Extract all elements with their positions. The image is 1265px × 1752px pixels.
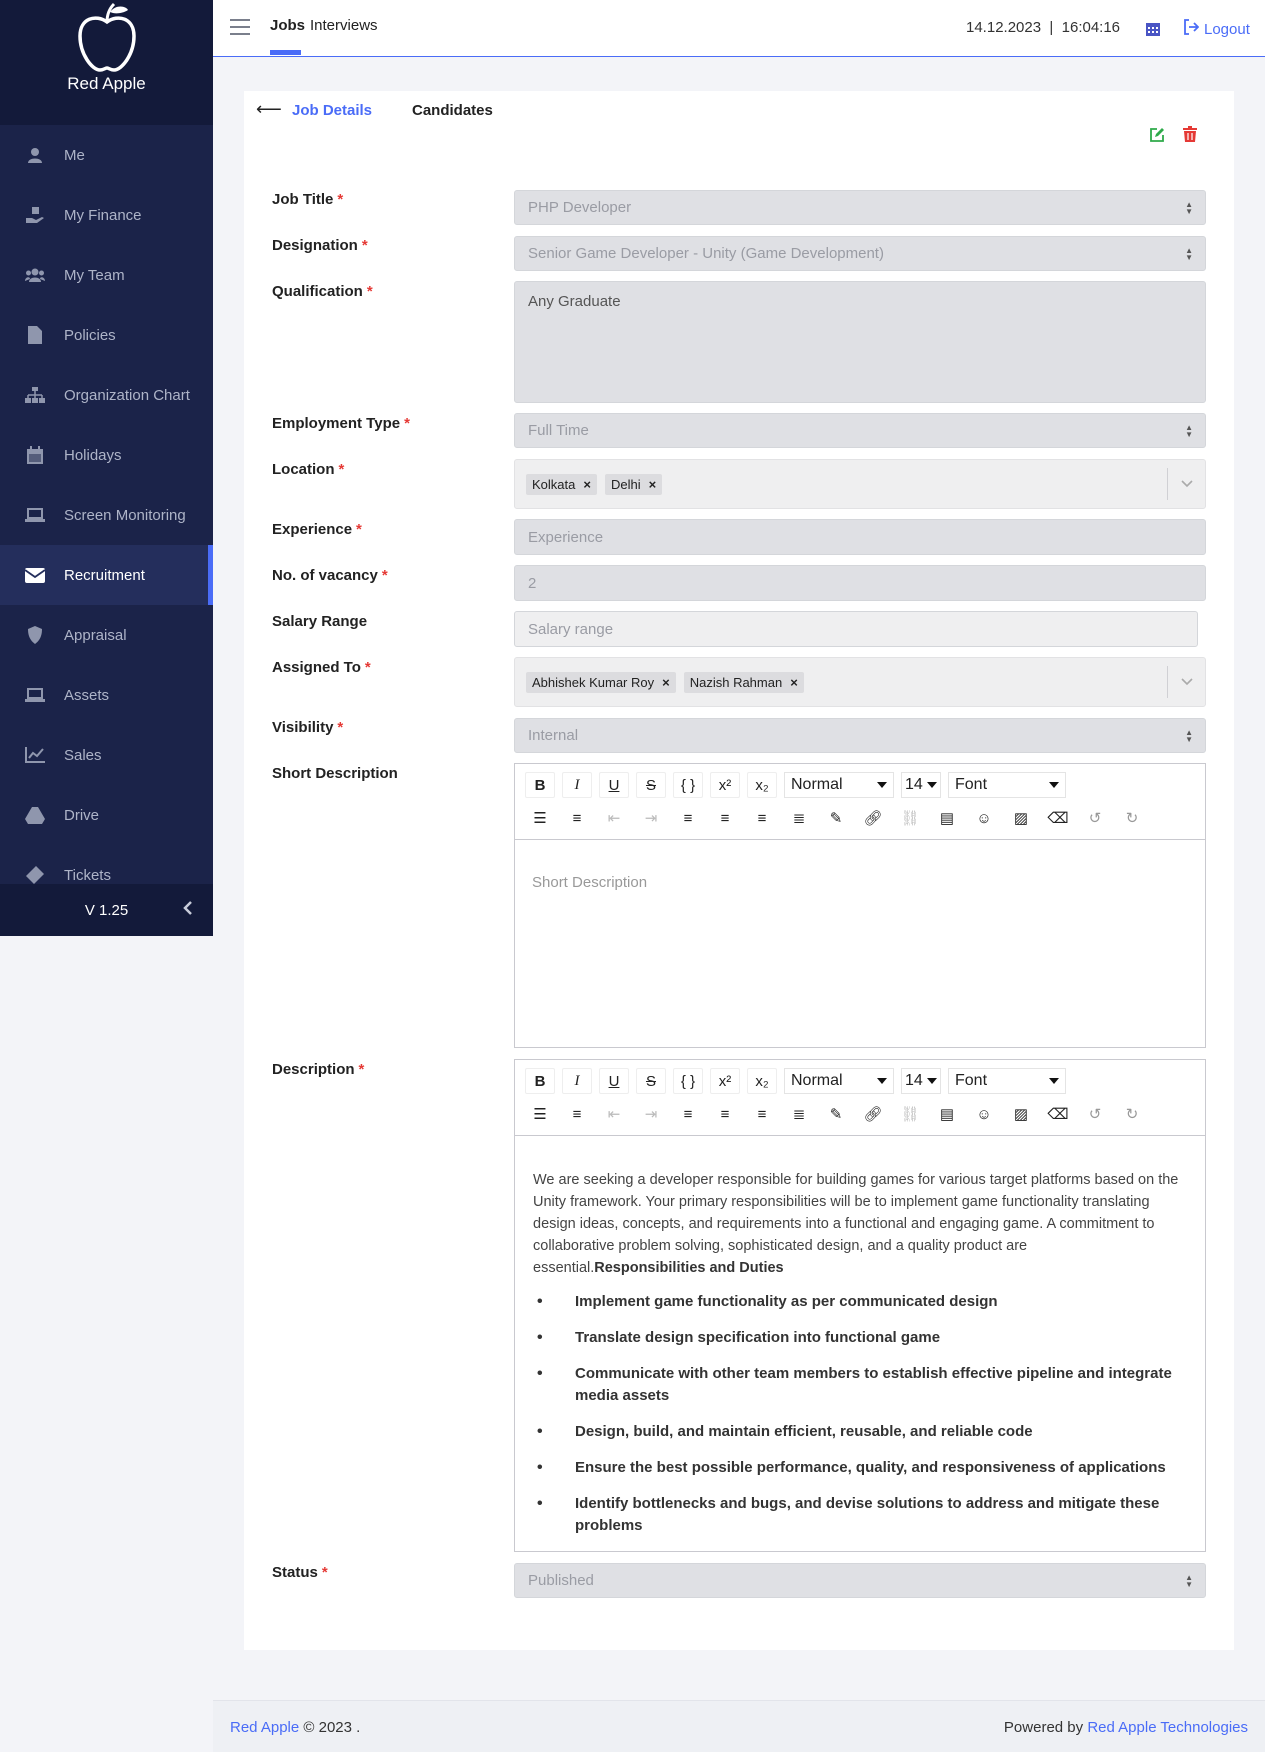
- sidebar-item-sales[interactable]: [0, 725, 213, 785]
- vacancy-label: [272, 567, 388, 584]
- font-family-select[interactable]: [948, 772, 1066, 798]
- label-text: Qualification: [272, 283, 363, 300]
- editor-content[interactable]: [515, 840, 1205, 1047]
- indent-icon[interactable]: ⇥: [636, 1101, 666, 1127]
- envelope-icon: [24, 564, 46, 586]
- calendar-icon: [24, 444, 46, 466]
- tag-label: Nazish Rahman: [689, 674, 783, 690]
- select-value: 14: [905, 1072, 923, 1089]
- caret-down-icon: [877, 1078, 887, 1084]
- sidebar-item-screen-monitoring[interactable]: [0, 485, 213, 545]
- version-label: V 1.25: [84, 901, 129, 919]
- indent-icon[interactable]: ⇥: [636, 805, 666, 831]
- required-marker: *: [337, 191, 344, 208]
- brush-icon[interactable]: ✎: [821, 805, 851, 831]
- logo-text: Red Apple: [67, 74, 146, 93]
- align-left-icon[interactable]: ≡: [673, 1101, 703, 1127]
- eraser-icon[interactable]: ⌫: [1043, 1101, 1073, 1127]
- remove-tag-icon[interactable]: ×: [648, 476, 657, 492]
- job-title-value: PHP Developer: [528, 199, 632, 216]
- vacancy-value: 2: [528, 574, 537, 592]
- employment-type-select[interactable]: [514, 413, 1206, 448]
- list-item: • Communicate with other team members to establish effective pipeline and integrate media assets: [575, 1363, 1205, 1407]
- powered-by-link[interactable]: Red Apple Technologies: [1087, 1719, 1248, 1736]
- label-text: Job Title: [272, 191, 334, 208]
- description-editor[interactable]: [514, 1059, 1206, 1552]
- select-value: Font: [955, 776, 988, 793]
- designation-value: Senior Game Developer - Unity (Game Development): [528, 245, 884, 262]
- superscript-icon[interactable]: x²: [710, 772, 740, 798]
- sidebar-item-my-finance[interactable]: [0, 185, 213, 245]
- sidebar-item-label: My Finance: [64, 206, 142, 224]
- location-tag[interactable]: [605, 474, 662, 495]
- link-icon[interactable]: 🔗︎: [858, 805, 888, 831]
- location-label: [272, 461, 344, 478]
- sidebar-item-label: Drive: [64, 806, 100, 824]
- visibility-value: Internal: [528, 727, 579, 744]
- required-marker: *: [321, 1564, 328, 1581]
- designation-label: [272, 237, 368, 254]
- label-text: No. of vacancy: [272, 567, 378, 584]
- shield-icon: [24, 624, 46, 646]
- sitemap-icon: [24, 384, 46, 406]
- footer-copyright: [230, 1719, 360, 1736]
- description-label: [272, 1061, 364, 1078]
- ticket-icon: [24, 864, 46, 886]
- remove-tag-icon[interactable]: ×: [790, 674, 798, 690]
- required-marker: *: [404, 415, 410, 432]
- underline-icon[interactable]: U: [599, 1068, 629, 1094]
- select-value: Normal: [791, 776, 843, 793]
- paragraph-style-select[interactable]: [784, 1068, 894, 1094]
- eraser-icon[interactable]: ⌫: [1043, 805, 1073, 831]
- sidebar-item-drive[interactable]: [0, 785, 213, 845]
- salary-range-input[interactable]: [514, 611, 1198, 647]
- sidebar-item-label: Policies: [64, 326, 116, 344]
- clear-format-icon[interactable]: ▤: [932, 1101, 962, 1127]
- strikethrough-icon[interactable]: S: [636, 772, 666, 798]
- sidebar-item-label: Holidays: [64, 446, 122, 464]
- undo-icon[interactable]: ↺: [1080, 805, 1110, 831]
- brush-icon[interactable]: ✎: [821, 1101, 851, 1127]
- bullet-list-icon[interactable]: ☰: [525, 805, 555, 831]
- designation-select[interactable]: [514, 236, 1206, 271]
- users-icon: [24, 264, 46, 286]
- justify-icon[interactable]: ≣: [784, 805, 814, 831]
- sidebar-footer: [0, 884, 213, 936]
- caret-down-icon: [1049, 782, 1059, 788]
- required-marker: *: [364, 659, 371, 676]
- caret-down-icon: [1049, 1078, 1059, 1084]
- clear-format-icon[interactable]: ▤: [932, 805, 962, 831]
- datetime: 14.12.2023 | 16:04:16: [966, 19, 1121, 36]
- editor-toolbar: [515, 764, 1205, 840]
- visibility-select[interactable]: [514, 718, 1206, 753]
- logout-button[interactable]: [1183, 19, 1250, 39]
- line-chart-icon: [24, 744, 46, 766]
- tab-job-details[interactable]: Job Details: [292, 102, 373, 119]
- code-icon[interactable]: { }: [673, 772, 703, 798]
- font-family-select[interactable]: [948, 1068, 1066, 1094]
- sidebar-item-label: Recruitment: [64, 566, 145, 584]
- list-item: • Translate design specification into functional game: [575, 1327, 1205, 1349]
- topbar: [213, 0, 1265, 57]
- calendar-icon[interactable]: [1146, 21, 1160, 41]
- logo[interactable]: [0, 0, 213, 125]
- numbered-list-icon[interactable]: ≡: [562, 1101, 592, 1127]
- required-marker: *: [338, 461, 345, 478]
- footer: [213, 1700, 1265, 1752]
- employment-type-value: Full Time: [528, 422, 589, 439]
- job-title-label: [272, 191, 343, 208]
- required-marker: *: [358, 1061, 365, 1078]
- sidebar-item-label: Screen Monitoring: [64, 506, 186, 524]
- required-marker: *: [356, 521, 362, 538]
- label-text: Description: [272, 1061, 355, 1078]
- unlink-icon[interactable]: ⛓: [895, 805, 925, 831]
- qualification-label: [272, 283, 373, 300]
- image-icon[interactable]: ▨: [1006, 1101, 1036, 1127]
- sidebar-item-label: Appraisal: [64, 626, 127, 644]
- chevron-down-icon[interactable]: [1167, 666, 1205, 698]
- redo-icon[interactable]: ↻: [1117, 1101, 1147, 1127]
- subscript-icon[interactable]: x₂: [747, 772, 777, 798]
- tag-label: Delhi: [610, 476, 641, 492]
- remove-tag-icon[interactable]: ×: [662, 674, 670, 690]
- menu-icon[interactable]: [230, 19, 250, 35]
- sidebar-item-label: Tickets: [64, 866, 111, 884]
- label-text: Employment Type: [272, 415, 401, 432]
- bold-icon[interactable]: B: [525, 1068, 555, 1094]
- align-center-icon[interactable]: ≡: [710, 805, 740, 831]
- salary-range-label: [272, 613, 367, 630]
- align-right-icon[interactable]: ≡: [747, 1101, 777, 1127]
- tab-jobs[interactable]: Jobs: [270, 17, 306, 34]
- short-description-placeholder: Short Description: [532, 874, 648, 891]
- select-value: Font: [955, 1072, 988, 1089]
- outdent-icon[interactable]: ⇤: [599, 1101, 629, 1127]
- sort-icon: ▲ ▼: [1185, 245, 1193, 262]
- required-marker: *: [366, 283, 373, 300]
- superscript-icon[interactable]: x²: [710, 1068, 740, 1094]
- sort-icon: ▲ ▼: [1185, 199, 1193, 216]
- sort-icon: ▲ ▼: [1185, 727, 1193, 744]
- caret-down-icon: [927, 1078, 937, 1084]
- sidebar-item-label: Assets: [64, 686, 110, 704]
- editor-content[interactable]: [515, 1136, 1205, 1551]
- sidebar-item-recruitment[interactable]: [0, 545, 213, 605]
- label-text: Designation: [272, 237, 358, 254]
- sidebar-item-label: Organization Chart: [64, 386, 190, 404]
- status-value: Published: [528, 1572, 594, 1589]
- align-center-icon[interactable]: ≡: [710, 1101, 740, 1127]
- edit-icon[interactable]: [1149, 127, 1165, 148]
- required-marker: *: [337, 719, 344, 736]
- location-multiselect[interactable]: [514, 459, 1206, 509]
- bullet-list-icon[interactable]: ☰: [525, 1101, 555, 1127]
- tag-label: Abhishek Kumar Roy: [532, 674, 655, 690]
- sidebar-item-label: Me: [64, 146, 85, 164]
- editor-toolbar: [515, 1060, 1205, 1136]
- label-text: Experience: [272, 521, 353, 538]
- sort-icon: ▲ ▼: [1185, 1572, 1193, 1589]
- copyright-text: © 2023 .: [303, 1719, 361, 1736]
- user-icon: [24, 144, 46, 166]
- label-text: Status: [272, 1564, 318, 1581]
- sort-icon: ▲ ▼: [1185, 422, 1193, 439]
- outdent-icon[interactable]: ⇤: [599, 805, 629, 831]
- chevron-left-icon[interactable]: [183, 900, 193, 920]
- sidebar-item-holidays[interactable]: [0, 425, 213, 485]
- assignee-tag[interactable]: [526, 672, 676, 693]
- trash-icon[interactable]: [1183, 126, 1197, 147]
- assigned-to-label: [272, 659, 371, 676]
- sidebar-item-label: My Team: [64, 266, 125, 284]
- font-size-select[interactable]: [901, 1068, 941, 1094]
- sidebar: [0, 0, 213, 936]
- job-details-card: [244, 91, 1234, 1650]
- description-intro: We are seeking a developer responsible for building games for various target platforms based on the Unity framework. Your primary responsibilities will be to implement game functionality translating design ideas, concepts, and requirements into a functional and engaging game. A commitment to collaborative problem solving, sophisticated design, and a quality product are essential.: [533, 1172, 1179, 1276]
- logout-icon: [1183, 19, 1199, 39]
- list-item: • Identify bottlenecks and bugs, and devise solutions to address and mitigate these problems: [575, 1493, 1205, 1537]
- label-text: Short Description: [272, 765, 398, 782]
- experience-input[interactable]: [514, 519, 1206, 555]
- required-marker: *: [381, 567, 388, 584]
- label-text: Location: [272, 461, 335, 478]
- footer-powered-by: [1004, 1719, 1248, 1736]
- select-value: Normal: [791, 1072, 843, 1089]
- remove-tag-icon[interactable]: ×: [583, 476, 591, 492]
- sidebar-item-my-team[interactable]: [0, 245, 213, 305]
- assigned-to-multiselect[interactable]: [514, 657, 1206, 707]
- location-tag[interactable]: [526, 474, 597, 495]
- paragraph-style-select[interactable]: [784, 772, 894, 798]
- active-tab-indicator: [270, 50, 301, 55]
- font-size-select[interactable]: [901, 772, 941, 798]
- code-icon[interactable]: { }: [673, 1068, 703, 1094]
- select-value: 14: [905, 776, 923, 793]
- job-title-select[interactable]: [514, 190, 1206, 225]
- apple-logo-icon: [74, 0, 140, 72]
- employment-type-label: [272, 415, 410, 432]
- numbered-list-icon[interactable]: ≡: [562, 805, 592, 831]
- tag-label: Kolkata: [532, 476, 576, 492]
- align-left-icon[interactable]: ≡: [673, 805, 703, 831]
- undo-icon[interactable]: ↺: [1080, 1101, 1110, 1127]
- list-item: • Design, build, and maintain efficient, reusable, and reliable code: [575, 1421, 1205, 1443]
- laptop-icon: [24, 504, 46, 526]
- image-icon[interactable]: ▨: [1006, 805, 1036, 831]
- status-select[interactable]: [514, 1563, 1206, 1598]
- status-label: [272, 1564, 328, 1581]
- tab-candidates[interactable]: Candidates: [412, 102, 493, 119]
- sidebar-item-policies[interactable]: [0, 305, 213, 365]
- subscript-icon[interactable]: x₂: [747, 1068, 777, 1094]
- strikethrough-icon[interactable]: S: [636, 1068, 666, 1094]
- unlink-icon[interactable]: ⛓: [895, 1101, 925, 1127]
- list-item: • Implement game functionality as per communicated design: [575, 1291, 1205, 1313]
- file-icon: [24, 324, 46, 346]
- description-paragraph: [515, 1136, 1205, 1279]
- caret-down-icon: [877, 782, 887, 788]
- back-arrow-icon[interactable]: ⟵: [256, 99, 282, 119]
- vacancy-input[interactable]: [514, 565, 1206, 601]
- bold-icon[interactable]: B: [525, 772, 555, 798]
- hand-money-icon: [24, 204, 46, 226]
- visibility-label: [272, 719, 343, 736]
- link-icon[interactable]: 🔗︎: [858, 1101, 888, 1127]
- tab-interviews[interactable]: Interviews: [310, 17, 378, 34]
- assignee-tag[interactable]: [684, 672, 804, 693]
- required-marker: *: [361, 237, 368, 254]
- short-description-editor[interactable]: [514, 763, 1206, 1048]
- caret-down-icon: [927, 782, 937, 788]
- sidebar-item-organization-chart[interactable]: [0, 365, 213, 425]
- responsibilities-list: [515, 1291, 1205, 1537]
- italic-icon[interactable]: I: [562, 772, 592, 798]
- qualification-value: Any Graduate: [528, 293, 621, 310]
- logout-label: Logout: [1204, 20, 1250, 38]
- description-heading: Responsibilities and Duties: [594, 1260, 784, 1276]
- italic-icon[interactable]: I: [562, 1068, 592, 1094]
- list-item: • Ensure the best possible performance, quality, and responsiveness of applications: [575, 1457, 1205, 1479]
- justify-icon[interactable]: ≣: [784, 1101, 814, 1127]
- laptop-icon: [24, 684, 46, 706]
- short-description-label: [272, 765, 398, 782]
- align-right-icon[interactable]: ≡: [747, 805, 777, 831]
- redo-icon[interactable]: ↻: [1117, 805, 1147, 831]
- label-text: Assigned To: [272, 659, 361, 676]
- qualification-textarea[interactable]: [514, 281, 1206, 403]
- chevron-down-icon[interactable]: [1167, 468, 1205, 500]
- drive-icon: [24, 804, 46, 826]
- sidebar-item-appraisal[interactable]: [0, 605, 213, 665]
- footer-brand-link[interactable]: Red Apple: [230, 1719, 300, 1736]
- sidebar-item-me[interactable]: [0, 125, 213, 185]
- experience-placeholder: Experience: [528, 528, 604, 546]
- sidebar-item-label: Sales: [64, 746, 102, 764]
- salary-placeholder: Salary range: [528, 620, 614, 638]
- label-text: Salary Range: [272, 613, 368, 630]
- powered-by-text: Powered by: [1003, 1719, 1084, 1736]
- sidebar-item-assets[interactable]: [0, 665, 213, 725]
- label-text: Visibility: [272, 719, 334, 736]
- experience-label: [272, 521, 362, 538]
- emoji-icon[interactable]: ☺: [969, 805, 999, 831]
- emoji-icon[interactable]: ☺: [969, 1101, 999, 1127]
- underline-icon[interactable]: U: [599, 772, 629, 798]
